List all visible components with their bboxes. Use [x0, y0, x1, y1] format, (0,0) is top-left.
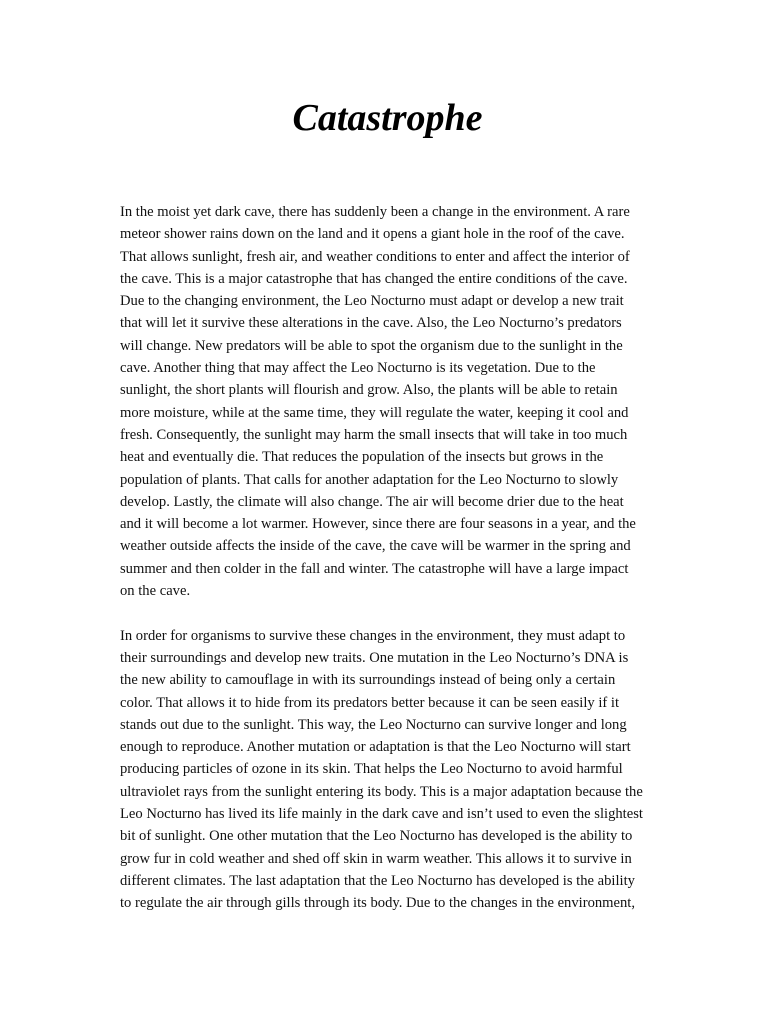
- text-line: to regulate the air through gills through its body. Due to the changes in the environment,: [120, 895, 635, 912]
- text-line: In order for organisms to survive these changes in the environment, they must adapt to: [120, 627, 626, 644]
- text-line: sunlight, the short plants will flourish and grow. Also, the plants will be able to retain: [120, 382, 618, 399]
- text-line: will change. New predators will be able to spot the organism due to the sunlight in the: [120, 337, 623, 354]
- text-line: that will let it survive these alterations in the cave. Also, the Leo Nocturno’s predators: [120, 315, 622, 332]
- text-line: the new ability to camouflage in with its surroundings instead of being only a certain: [120, 672, 616, 689]
- text-line: population of plants. That calls for another adaptation for the Leo Nocturno to slowly: [120, 471, 619, 488]
- text-line: color. That allows it to hide from its predators better because it can be seen easily if it: [120, 694, 620, 711]
- text-line: more moisture, while at the same time, they will regulate the water, keeping it cool and: [120, 404, 629, 421]
- text-line: enough to reproduce. Another mutation or adaptation is that the Leo Nocturno will start: [120, 739, 631, 756]
- text-line: the cave. This is a major catastrophe that has changed the entire conditions of the cave.: [120, 270, 628, 287]
- document-title: Catastrophe: [292, 97, 483, 139]
- text-line: heat and eventually die. That reduces the population of the insects but grows in the: [120, 449, 604, 466]
- text-line: In the moist yet dark cave, there has suddenly been a change in the environment. A rare: [120, 204, 630, 220]
- text-line: on the cave.: [120, 583, 191, 600]
- text-line: producing particles of ozone in its skin. That helps the Leo Nocturno to avoid harmful: [120, 761, 623, 778]
- text-line: That allows sunlight, fresh air, and weather conditions to enter and affect the interior of: [120, 248, 630, 265]
- paragraph-1: [120, 201, 676, 602]
- paragraph-2: [120, 625, 676, 915]
- text-line: stands out due to the sunlight. This way, the Leo Nocturno can survive longer and long: [120, 716, 627, 733]
- text-line: Due to the changing environment, the Leo Nocturno must adapt or develop a new trait: [120, 293, 624, 310]
- text-line: cave. Another thing that may affect the Leo Nocturno is its vegetation. Due to the: [120, 360, 596, 377]
- text-line: their surroundings and develop new traits. One mutation in the Leo Nocturno’s DNA is: [120, 649, 629, 666]
- text-line: fresh. Consequently, the sunlight may harm the small insects that will take in too much: [120, 426, 628, 443]
- text-line: bit of sunlight. One other mutation that the Leo Nocturno has developed is the ability to: [120, 828, 633, 845]
- text-line: meteor shower rains down on the land and it opens a giant hole in the roof of the cave.: [120, 226, 625, 243]
- document-body: [120, 201, 676, 915]
- text-line: summer and then colder in the fall and winter. The catastrophe will have a large impact: [120, 560, 629, 577]
- text-line: and it will become a lot warmer. However, since there are four seasons in a year, and the: [120, 516, 636, 533]
- text-line: develop. Lastly, the climate will also change. The air will become drier due to the heat: [120, 493, 624, 510]
- text-line: ultraviolet rays from the sunlight entering its body. This is a major adaptation because the: [120, 783, 643, 800]
- text-line: Leo Nocturno has lived its life mainly in the dark cave and isn’t used to even the slightest: [120, 806, 643, 823]
- text-line: weather outside affects the inside of the cave, the cave will be warmer in the spring and: [120, 538, 631, 555]
- text-line: different climates. The last adaptation that the Leo Nocturno has developed is the ability: [120, 872, 635, 889]
- text-line: grow fur in cold weather and shed off skin in warm weather. This allows it to survive in: [120, 850, 632, 867]
